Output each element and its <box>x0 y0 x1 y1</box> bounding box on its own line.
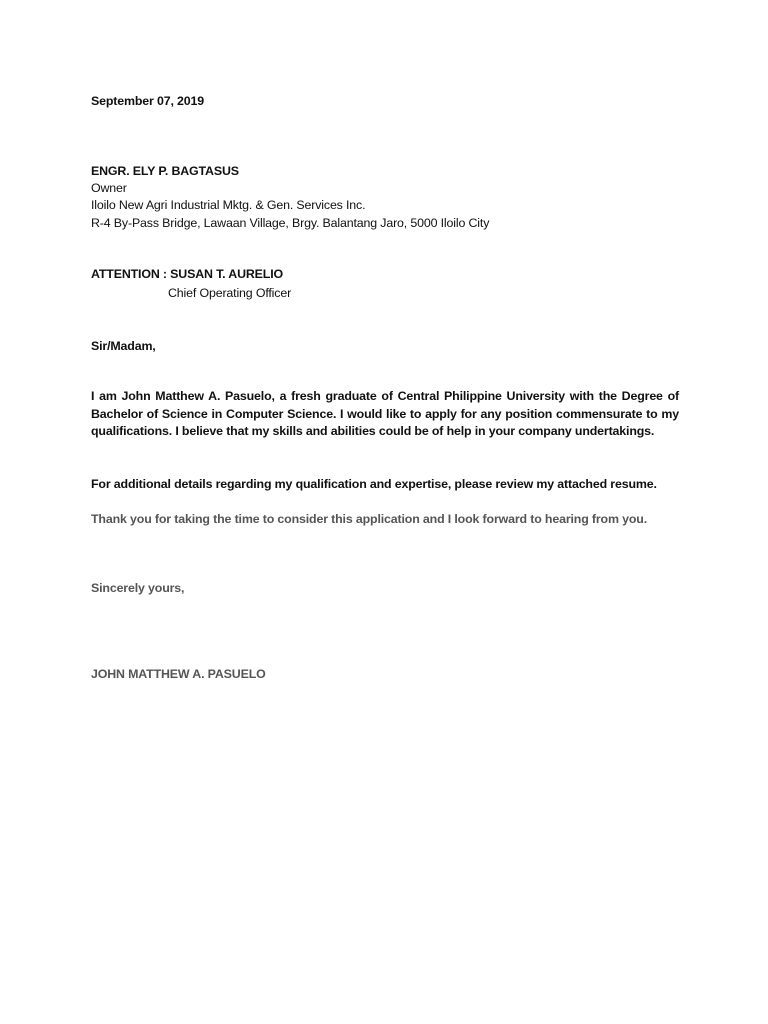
attention-line: ATTENTION : SUSAN T. AURELIO <box>91 267 283 281</box>
body-paragraph-1: I am John Matthew A. Pasuelo, a fresh graduate of Central Philippine University with the Degree of Bachelor of Science in Computer Science. I would like to apply for any position commensurate to my qualifications. I believe that my skills and abilities could be of help in your company undertakings. <box>91 389 679 438</box>
body-paragraph-3: Thank you for taking the time to consider this application and I look forward to hearing from you. <box>91 512 648 526</box>
recipient-title: Owner <box>91 181 127 195</box>
recipient-name: ENGR. ELY P. BAGTASUS <box>91 164 239 178</box>
closing: Sincerely yours, <box>91 581 185 595</box>
salutation: Sir/Madam, <box>91 339 156 353</box>
attention-title: Chief Operating Officer <box>168 286 292 300</box>
letter-date: September 07, 2019 <box>91 94 205 108</box>
signature-name: JOHN MATTHEW A. PASUELO <box>91 667 266 681</box>
recipient-company: Iloilo New Agri Industrial Mktg. & Gen. Services Inc. <box>91 198 366 212</box>
body-paragraph-2: For additional details regarding my qualification and expertise, please review my attached resume. <box>91 477 657 491</box>
recipient-address: R-4 By-Pass Bridge, Lawaan Village, Brgy. Balantang Jaro, 5000 Iloilo City <box>91 216 490 230</box>
